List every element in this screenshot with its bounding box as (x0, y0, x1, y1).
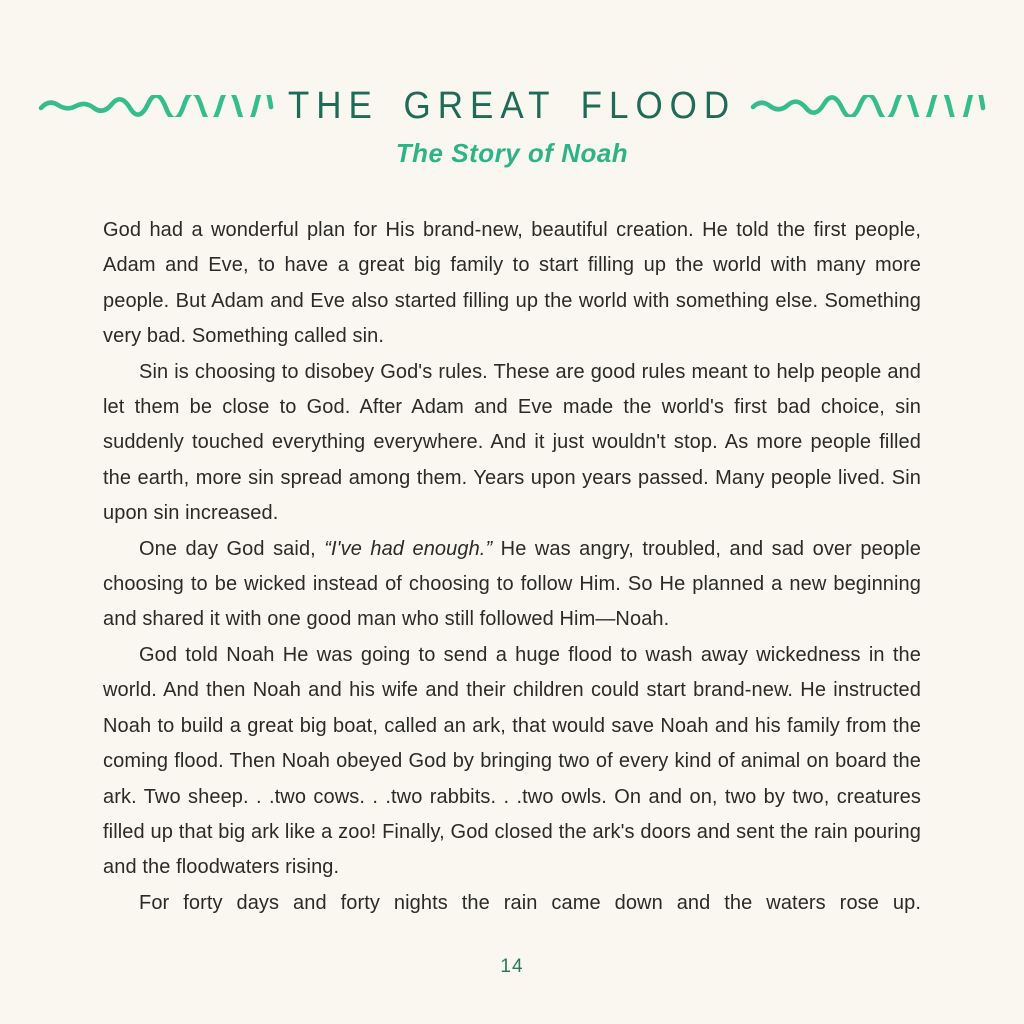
paragraph-text: For forty days and forty nights the rain came down and the waters rose up. (139, 891, 921, 914)
paragraph-text: Sin is choosing to disobey God's rules. These are good rules meant to help people and let them be close to God. After Adam and Eve made the world's first bad choice, sin suddenly touched everything everywhere. And it just wouldn't stop. As more people filled the earth, more sin spread among them. Years upon years passed. Many people lived. Sin upon sin increased. (103, 360, 921, 525)
story-text (103, 213, 921, 921)
paragraph-5 (103, 886, 921, 921)
page-number: 14 (500, 956, 524, 977)
paragraph-text: One day God said, (139, 537, 325, 560)
paragraph-text: God had a wonderful plan for His brand-new, beautiful creation. He told the first people, Adam and Eve, to have a great big family to start filling up the world with many more people. But Adam and Eve also started filling up the world with something else. Something very bad. Something called sin. (103, 219, 921, 348)
page-footer (0, 956, 1024, 978)
title-row (103, 84, 921, 128)
wavy-line-left-decoration (38, 95, 274, 117)
chapter-header (103, 84, 921, 169)
paragraph-2 (103, 355, 921, 532)
paragraph-3 (103, 532, 921, 638)
paragraph-4 (103, 638, 921, 886)
quoted-speech: “I've had enough.” (324, 537, 493, 560)
chapter-subtitle: The Story of Noah (395, 138, 629, 168)
wavy-line-right-decoration (750, 95, 986, 117)
paragraph-text: He was angry, troubled, and sad over people choosing to be wicked instead of choosing to follow Him. So He planned a new beginning and shared it with one good man who still followed Him—Noah. (103, 537, 922, 631)
paragraph-1 (103, 213, 921, 355)
paragraph-text: God told Noah He was going to send a huge flood to wash away wickedness in the world. And then Noah and his wife and their children could start brand-new. He instructed Noah to build a great big boat, called an ark, that would save Noah and his family from the coming flood. Then Noah obeyed God by bringing two of every kind of animal on board the ark. Two sheep. . .two cows. . .two rabbits. . .two owls. On and on, two by two, creatures filled up that big ark like a zoo! Finally, God closed the ark's doors and sent the rain pouring and the floodwaters rising. (103, 643, 921, 879)
chapter-title: THE GREAT FLOOD (287, 84, 737, 127)
